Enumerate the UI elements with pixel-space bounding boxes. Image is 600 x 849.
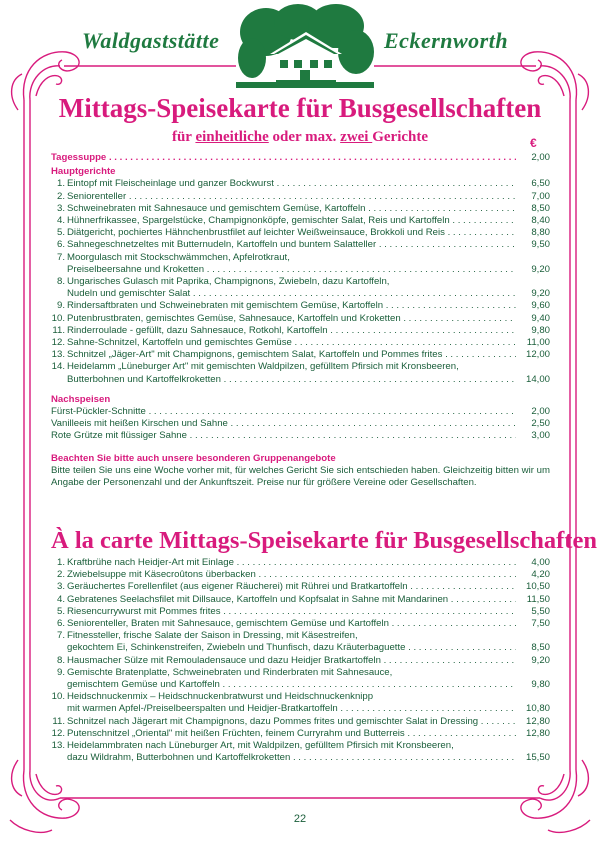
main-dish-row-number: 3. [56,202,65,214]
header-restaurant-name-right: Eckernworth [384,28,509,53]
alacarte-row [51,618,550,630]
dessert-row-price: 2,00 [531,406,550,418]
main-dish-row-price: 7,00 [531,190,550,202]
main-dish-row-price: 8,50 [531,202,550,214]
alacarte-row-price: 10,80 [525,703,550,715]
alacarte-row [51,594,550,606]
alacarte-row-number: 9. [56,666,65,678]
alacarte-row-text: Riesencurrywurst mit Pommes frites . . . [67,606,516,618]
dessert-row-text: Rote Grütze mit flüssiger Sahne . . . [51,430,516,442]
main-dish-row-price: 12,00 [525,349,550,361]
alacarte-row-number: 4. [56,593,65,605]
main-dish-row [51,227,550,239]
alacarte-row [51,557,550,569]
alacarte-row-price: 12,80 [525,715,550,727]
main-dish-row-text: Moorgulasch mit Stockschwämmchen, Apfelrotkraut, [67,251,290,263]
main-dish-row-price: 9,50 [531,239,550,251]
alacarte-row-text: dazu Wildrahm, Butterbohnen und Kartoffelkroketten . . . [67,752,516,764]
alacarte-row-price: 11,50 [526,593,550,605]
main-dish-row-price: 9,20 [531,288,550,300]
main-dish-row-text: Sahne-Schnitzel, Kartoffeln und gemischtes Gemüse . . . [67,337,516,349]
main-dish-row [51,374,550,386]
main-dish-row-text: Sahnegeschnetzeltes mit Butternudeln, Kartoffeln und buntem Salatteller . . . [67,239,516,251]
alacarte-row [51,728,550,740]
alacarte-title: À la carte Mittags-Speisekarte für Busgesellschaften [51,527,597,554]
alacarte-row-number: 11. [52,715,65,727]
main-dish-row-price: 9,20 [531,263,550,275]
alacarte-row-text: Schnitzel nach Jägerart mit Champignons, dazu Pommes frites und gemischter Salat in Dressing . . . [67,716,516,728]
dessert-row [51,406,550,418]
alacarte-row [51,606,550,618]
main-dish-row [51,215,550,227]
desserts-heading: Nachspeisen [51,393,111,405]
alacarte-row-number: 13. [51,740,65,752]
page-number: 22 [293,813,307,825]
alacarte-menu-section [51,557,550,764]
main-dish-row-text: Schweinebraten mit Sahnesauce und gemischtem Gemüse, Kartoffeln . . . [67,203,516,215]
main-dish-row-price: 14,00 [525,373,550,385]
dessert-row-text: Fürst-Pückler-Schnitte . . . [51,406,516,418]
main-dish-row [51,203,550,215]
alacarte-row [51,667,550,679]
main-dish-row [51,361,550,373]
alacarte-row [51,581,550,593]
group-offer-heading: Beachten Sie bitte auch unsere besonderen Gruppenangebote [51,452,336,464]
main-dish-row [51,239,550,251]
main-dish-row-number: 13. [51,349,65,361]
currency-header: € [530,136,537,150]
dessert-row-text: Vanilleeis mit heißen Kirschen und Sahne . . . [51,418,516,430]
alacarte-list [51,557,550,764]
soup-price: 2,00 [531,152,550,163]
alacarte-row-price: 4,20 [531,569,550,581]
alacarte-row-number: 3. [56,581,65,593]
main-dish-row-number: 11. [52,324,65,336]
alacarte-row-price: 10,50 [525,581,550,593]
alacarte-row [51,642,550,654]
main-dish-row-number: 6. [56,239,65,251]
main-dish-row [51,252,550,264]
alacarte-row-price: 7,50 [531,618,550,630]
alacarte-row [51,716,550,728]
main-dish-row-number: 8. [56,276,65,288]
header-restaurant-name-left: Waldgaststätte [82,28,220,53]
alacarte-row-price: 9,20 [531,654,550,666]
bus-menu-section [51,152,550,489]
alacarte-row-text: gemischtem Gemüse und Kartoffeln . . . [67,679,516,691]
restaurant-house-logo-icon [236,2,374,94]
alacarte-row-text: Hausmacher Sülze mit Remouladensauce und dazu Heidjer Bratkartoffeln . . . [67,655,516,667]
main-dish-row [51,300,550,312]
main-dish-row-price: 11,00 [526,337,550,349]
main-dish-row-text: Butterbohnen und Kartoffelkroketten . . . [67,374,516,386]
main-dish-row-price: 8,40 [531,215,550,227]
main-dish-row-number: 10. [51,312,65,324]
alacarte-row-text: Seniorenteller, Braten mit Sahnesauce, gemischtem Gemüse und Kartoffeln . . . [67,618,516,630]
main-dish-row-text: Heidelamm „Lüneburger Art" mit gemischten Waldpilzen, gefülltem Pfirsich mit Kronsbeeren, [67,361,459,373]
main-dish-row-text: Diätgericht, pochiertes Hähnchenbrustfilet auf leichter Weißweinsauce, Brokkoli und Reis . . . [67,227,516,239]
desserts-list [51,406,550,443]
main-dish-row [51,288,550,300]
main-dish-row-number: 9. [56,300,65,312]
alacarte-row-text: Kraftbrühe nach Heidjer-Art mit Einlage . . . [67,557,516,569]
alacarte-row-number: 6. [56,618,65,630]
alacarte-row-text: Heidschnuckenmix – Heidschnuckenbratwurst und Heidschnuckenknipp [67,691,374,703]
alacarte-row-price: 9,80 [531,679,550,691]
alacarte-row-text: Gemischte Bratenplatte, Schweinebraten und Rinderbraten mit Sahnesauce, [67,666,393,678]
alacarte-row-price: 12,80 [525,727,550,739]
main-dish-row-price: 9,60 [531,300,550,312]
main-dish-row-text: Rindersaftbraten und Schweinebraten mit gemischtem Gemüse, Kartoffeln . . . [67,300,516,312]
main-dish-row-price: 9,80 [531,324,550,336]
dessert-row-price: 3,00 [531,430,550,442]
alacarte-row-text: Heidelammbraten nach Lüneburger Art, mit Waldpilzen, gefülltem Pfirsich mit Kronsbeeren, [67,740,454,752]
alacarte-row-number: 10. [51,691,65,703]
soup-label: Tagessuppe . . . [51,152,516,164]
dessert-row-price: 2,50 [531,418,550,430]
main-dish-row-price: 6,50 [531,178,550,190]
main-dish-row [51,264,550,276]
alacarte-row [51,691,550,703]
main-dishes-list [51,178,550,385]
main-dish-row-price: 8,80 [531,227,550,239]
main-dish-row [51,337,550,349]
main-dish-row-text: Ungarisches Gulasch mit Paprika, Champignons, Zwiebeln, dazu Kartoffeln, [67,276,390,288]
main-dish-row [51,191,550,203]
alacarte-row-number: 12. [51,727,65,739]
alacarte-row-text: Fitnessteller, frische Salate der Saison in Dressing, mit Käsestreifen, [67,630,358,642]
main-dish-row [51,325,550,337]
alacarte-row-number: 5. [56,605,65,617]
main-dish-row-number: 5. [56,227,65,239]
main-dish-row-price: 9,40 [531,312,550,324]
dessert-row [51,418,550,430]
main-dish-row-text: Nudeln und gemischter Salat . . . [67,288,516,300]
alacarte-row-number: 1. [56,557,65,568]
alacarte-row-number: 7. [56,630,65,642]
alacarte-row-number: 2. [56,569,65,581]
main-dish-row-text: Schnitzel „Jäger-Art" mit Champignons, gemischtem Salat, Kartoffeln und Pommes frites . . . [67,349,516,361]
main-dish-row [51,313,550,325]
alacarte-row [51,740,550,752]
main-dish-row-text: Eintopf mit Fleischeinlage und ganzer Bockwurst . . . [67,178,516,190]
alacarte-row-text: Putenschnitzel „Oriental" mit heißen Früchten, feinem Curryrahm und Butterreis . . . [67,728,516,740]
main-title: Mittags-Speisekarte für Busgesellschaften [58,93,542,123]
alacarte-row [51,703,550,715]
main-dish-row-text: Hühnerfrikassee, Spargelstücke, Champignonköpfe, gemischter Salat, Reis und Kartoffeln . . . [67,215,516,227]
alacarte-row [51,655,550,667]
main-dish-row-number: 1. [56,178,65,190]
main-dish-row [51,276,550,288]
main-dish-row [51,178,550,190]
alacarte-row-text: mit warmen Apfel-/Preiselbeerspalten und Heidjer-Bratkartoffeln . . . [67,703,516,715]
soup-row [51,152,550,164]
main-dish-row-number: 2. [56,190,65,202]
dessert-row [51,430,550,442]
main-dishes-heading: Hauptgerichte [51,166,116,178]
main-dish-row-text: Preiselbeersahne und Kroketten . . . [67,264,516,276]
alacarte-row-text: Gebratenes Seelachsfilet mit Dillsauce, Kartoffeln und Kopfsalat in Sahne mit Mandarinen . . . [67,594,516,606]
alacarte-row-text: Zwiebelsuppe mit Käsecroûtons überbacken . . . [67,569,516,581]
alacarte-row-number: 8. [56,654,65,666]
main-dish-row-text: Putenbrustbraten, gemischtes Gemüse, Sahnesauce, Kartoffeln und Kroketten . . . [67,313,516,325]
alacarte-row-price: 8,50 [531,642,550,654]
group-offer-text: Bitte teilen Sie uns eine Woche vorher mit, für welches Gericht Sie sich entschieden haben. Gleichzeitig bitten wir um Angabe der Personenzahl und der Ankunftszeit. Preise nur für größere Vereine oder Gesellschaften. [51,464,550,489]
alacarte-row [51,679,550,691]
alacarte-row-price: 15,50 [525,752,550,764]
main-dish-row-text: Seniorenteller . . . [67,191,516,203]
main-dish-row [51,349,550,361]
alacarte-row-text: gekochtem Ei, Schinkenstreifen, Zwiebeln und Thunfisch, dazu Kräuterbaguette . . . [67,642,516,654]
alacarte-row-text: Geräuchertes Forellenfilet (aus eigener Räucherei) mit Rührei und Bratkartoffeln . . . [67,581,516,593]
alacarte-row [51,752,550,764]
alacarte-row [51,630,550,642]
main-dish-row-number: 7. [56,251,65,263]
main-dish-row-number: 4. [56,215,65,227]
subtitle: für einheitliche oder max. zwei Gerichte [171,129,429,145]
alacarte-row [51,569,550,581]
alacarte-row-price: 4,00 [531,557,550,568]
main-dish-row-number: 14. [51,361,65,373]
main-dish-row-text: Rinderroulade - gefüllt, dazu Sahnesauce, Rotkohl, Kartoffeln . . . [67,325,516,337]
main-dish-row-number: 12. [51,337,65,349]
alacarte-row-price: 5,50 [531,605,550,617]
